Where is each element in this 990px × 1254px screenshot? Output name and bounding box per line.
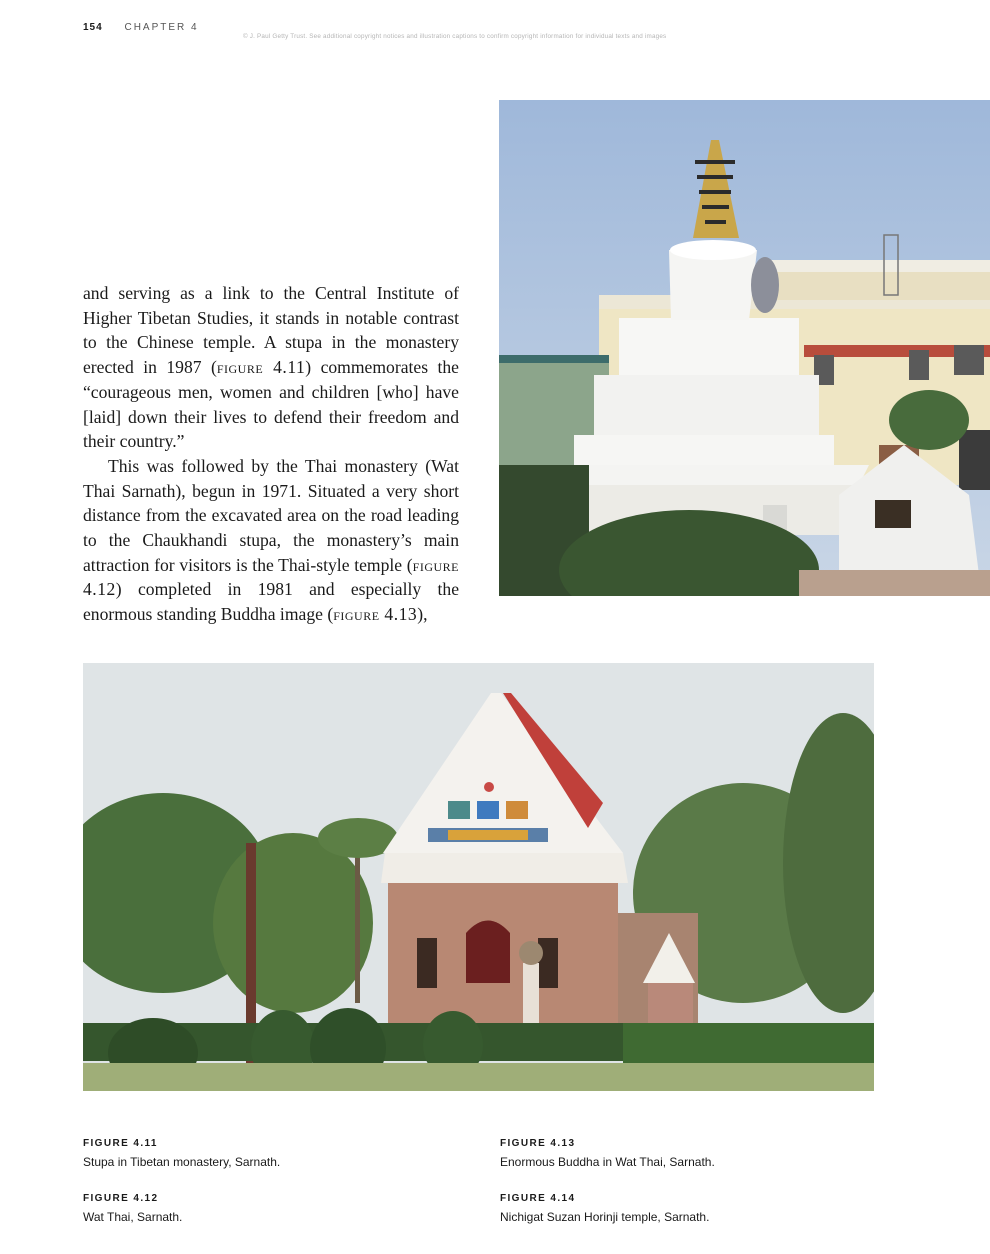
body-text bbox=[83, 281, 459, 627]
figure-ref-4-13[interactable]: figure 4.13 bbox=[333, 604, 418, 625]
caption-text: Stupa in Tibetan monastery, Sarnath. bbox=[83, 1155, 281, 1169]
wat-thai-photo bbox=[83, 663, 874, 1091]
paragraph-2: This was followed by the Thai monastery (Wat Thai Sarnath), begun in 1971. Situated a very short distance from the excavated area on the road leading to the Chaukhandi stupa, the monastery’s main attraction for visitors is the Thai-style temple (figure 4.12) completed in 1981 and especially the enormous standing Buddha image (figure 4.13), bbox=[83, 455, 459, 625]
caption-figure-4-14 bbox=[500, 1193, 709, 1224]
caption-text: Wat Thai, Sarnath. bbox=[83, 1210, 183, 1224]
caption-text: Nichigat Suzan Horinji temple, Sarnath. bbox=[500, 1210, 710, 1224]
running-head bbox=[83, 22, 199, 33]
caption-figure-4-13 bbox=[500, 1138, 715, 1169]
chapter-label: CHAPTER 4 bbox=[124, 22, 199, 33]
stupa-photo bbox=[499, 100, 990, 596]
figure-ref-4-11[interactable]: figure 4.11 bbox=[216, 357, 306, 378]
caption-label: FIGURE 4.11 bbox=[83, 1138, 158, 1149]
figure-ref-4-12[interactable]: figure 4.12 bbox=[83, 554, 459, 600]
page-number: 154 bbox=[83, 22, 103, 33]
caption-label: FIGURE 4.14 bbox=[500, 1193, 576, 1204]
caption-text: Enormous Buddha in Wat Thai, Sarnath. bbox=[500, 1155, 715, 1169]
stupa-illustration bbox=[499, 100, 990, 596]
wat-thai-illustration bbox=[83, 663, 874, 1091]
caption-figure-4-11 bbox=[83, 1138, 280, 1169]
copyright-notice: © J. Paul Getty Trust. See additional copyright notices and illustration captions to confirm copyright information for individual texts and images bbox=[243, 33, 667, 40]
caption-label: FIGURE 4.13 bbox=[500, 1138, 576, 1149]
caption-figure-4-12 bbox=[83, 1193, 182, 1224]
paragraph-1: and serving as a link to the Central Institute of Higher Tibetan Studies, it stands in notable contrast to the Chinese temple. A stupa in the monastery erected in 1987 (figure 4.11) commemorates the “courageous men, women and children [who] have [laid] down their lives to defend their freedom and their country.” bbox=[83, 283, 459, 452]
caption-label: FIGURE 4.12 bbox=[83, 1193, 159, 1204]
